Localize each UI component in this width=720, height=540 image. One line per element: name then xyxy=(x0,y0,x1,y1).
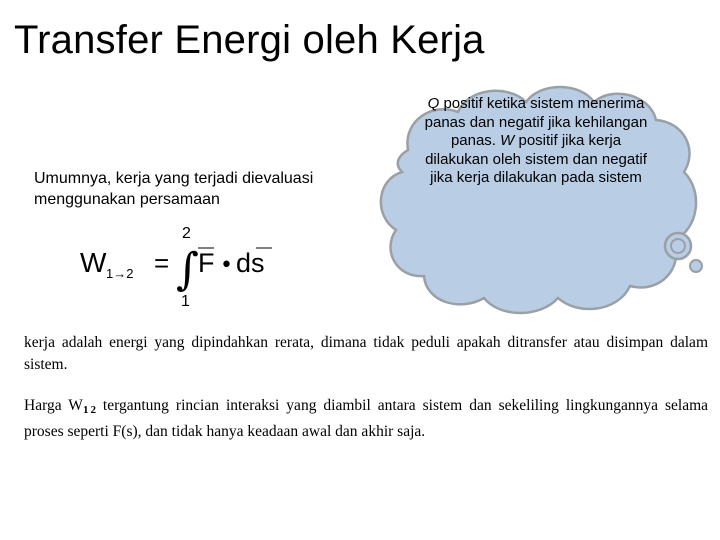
formula-equals: = xyxy=(154,248,170,278)
formula-lhs: W xyxy=(80,247,107,278)
cloud-tail-bubble-small xyxy=(690,260,702,272)
p2-subscript-1: 1 xyxy=(82,404,89,416)
cloud-tail-bubble-large xyxy=(665,233,691,259)
integral-sign: ∫ xyxy=(176,244,199,295)
callout-text: Q positif ketika sistem menerima panas dan negatif jika kehilangan panas. W positif jika kerja dilakukan oleh sistem dan negatif jika kerja dilakukan pada sistem xyxy=(424,95,648,186)
formula-lower-limit: 1 xyxy=(181,293,190,310)
work-integral-formula xyxy=(80,222,280,312)
formula-force: F xyxy=(198,248,215,278)
intro-text xyxy=(34,168,313,210)
formula-lhs-subscript: 1→2 xyxy=(106,266,134,281)
p2-rest: tergantung rincian interaksi yang diambil antara sistem dan sekeliling lingkungannya selama proses seperti F(s), dan tidak hanya keadaan awal dan akhir saja. xyxy=(24,397,709,440)
paragraph-work-definition: kerja adalah energi yang dipindahkan rerata, dimana tidak peduli apakah ditransfer atau disimpan dalam sistem. xyxy=(24,334,708,373)
paragraph-work-dependence xyxy=(24,395,708,443)
formula-dot: • xyxy=(220,253,233,278)
formula-upper-limit: 2 xyxy=(182,225,191,242)
intro-line-2: menggunakan persamaan xyxy=(34,191,220,208)
intro-line-1: Umumnya, kerja yang terjadi dievaluasi xyxy=(34,170,314,187)
p2-prefix: Harga W xyxy=(24,397,83,414)
slide-title: Transfer Energi oleh Kerja xyxy=(14,18,485,62)
p2-subscript-2: 2 xyxy=(90,404,96,416)
formula-displacement: ds xyxy=(236,248,265,278)
